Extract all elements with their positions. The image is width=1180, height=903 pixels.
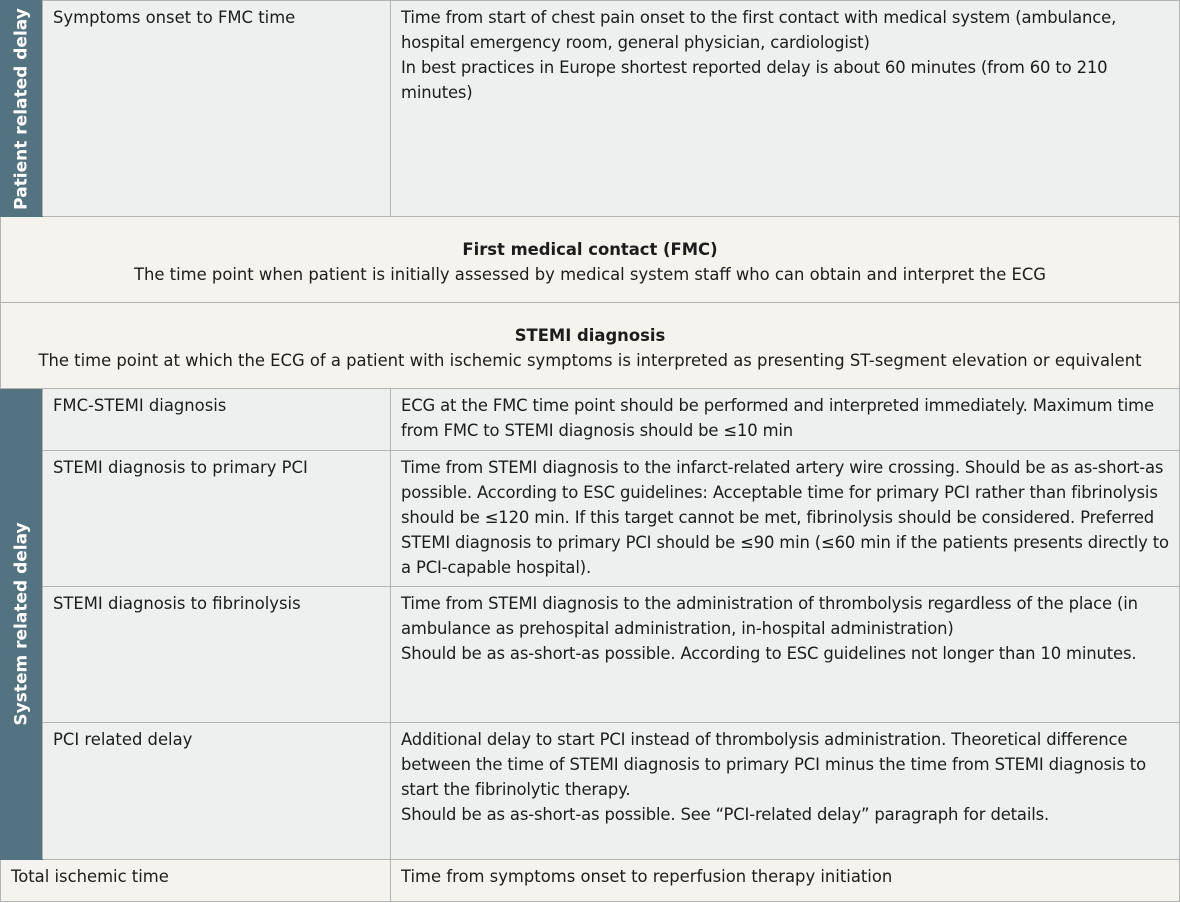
- row-name: Symptoms onset to FMC time: [43, 1, 391, 217]
- table-row: [1, 217, 1180, 303]
- row-description: [391, 723, 1180, 860]
- row-description-line: Time from STEMI diagnosis to the infarct-related artery wire crossing. Should be as as-short-as possible. According to ESC guidelines: Acceptable time for primary PCI rather than fibrinolysis should be ≤120 min. If this target cannot be met, fibrinolysis should be considered. Preferred STEMI diagnosis to primary PCI should be ≤90 min (≤60 min if the patients presents directly to a PCI-capable hospital).: [401, 458, 1169, 577]
- fmc-text: The time point when patient is initially assessed by medical system staff who can obtain and interpret the ECG: [133, 265, 1046, 284]
- row-description: [391, 451, 1180, 587]
- row-description-line: Additional delay to start PCI instead of thrombolysis administration. Theoretical difference between the time of STEMI diagnosis to primary PCI minus the time from STEMI diagnosis to start the fibrinolytic therapy.: [401, 730, 1146, 799]
- row-name: STEMI diagnosis to fibrinolysis: [43, 587, 391, 723]
- table-row: [1, 587, 1180, 723]
- patient-delay-label: Patient related delay: [11, 7, 31, 210]
- row-name: PCI related delay: [43, 723, 391, 860]
- row-description-line: Should be as as-short-as possible. See “PCI-related delay” paragraph for details.: [401, 805, 1050, 824]
- table-row: [1, 389, 1180, 451]
- row-description-line: Time from STEMI diagnosis to the administration of thrombolysis regardless of the place (in ambulance as prehospital administration, in-hospital administration): [401, 594, 1138, 638]
- row-description-line: Time from start of chest pain onset to the first contact with medical system (ambulance, hospital emergency room, general physician, cardiologist): [401, 8, 1117, 52]
- fmc-definition: [1, 217, 1180, 303]
- total-time-name: Total ischemic time: [1, 860, 391, 902]
- stemi-title: STEMI diagnosis: [514, 326, 666, 345]
- fmc-title: First medical contact (FMC): [462, 240, 718, 259]
- row-name: STEMI diagnosis to primary PCI: [43, 451, 391, 587]
- row-description-line: Should be as as-short-as possible. According to ESC guidelines not longer than 10 minutes.: [401, 644, 1137, 663]
- row-description-line: ECG at the FMC time point should be performed and interpreted immediately. Maximum time from FMC to STEMI diagnosis should be ≤10 min: [401, 396, 1154, 440]
- system-delay-label: System related delay: [11, 522, 31, 726]
- table-row: [1, 723, 1180, 860]
- row-description: [391, 587, 1180, 723]
- row-description: [391, 389, 1180, 451]
- total-time-description: Time from symptoms onset to reperfusion therapy initiation: [391, 860, 1180, 902]
- patient-delay-band: [1, 1, 43, 217]
- row-description: [391, 1, 1180, 217]
- stemi-text: The time point at which the ECG of a patient with ischemic symptoms is interpreted as presenting ST-segment elevation or equivalent: [38, 351, 1142, 370]
- table-row: [1, 451, 1180, 587]
- row-description-line: In best practices in Europe shortest reported delay is about 60 minutes (from 60 to 210 minutes): [401, 58, 1108, 102]
- table-row: [1, 303, 1180, 389]
- stemi-definition: [1, 303, 1180, 389]
- system-delay-band: [1, 389, 43, 860]
- table-row: [1, 1, 1180, 217]
- row-name: FMC-STEMI diagnosis: [43, 389, 391, 451]
- table-row: [1, 860, 1180, 902]
